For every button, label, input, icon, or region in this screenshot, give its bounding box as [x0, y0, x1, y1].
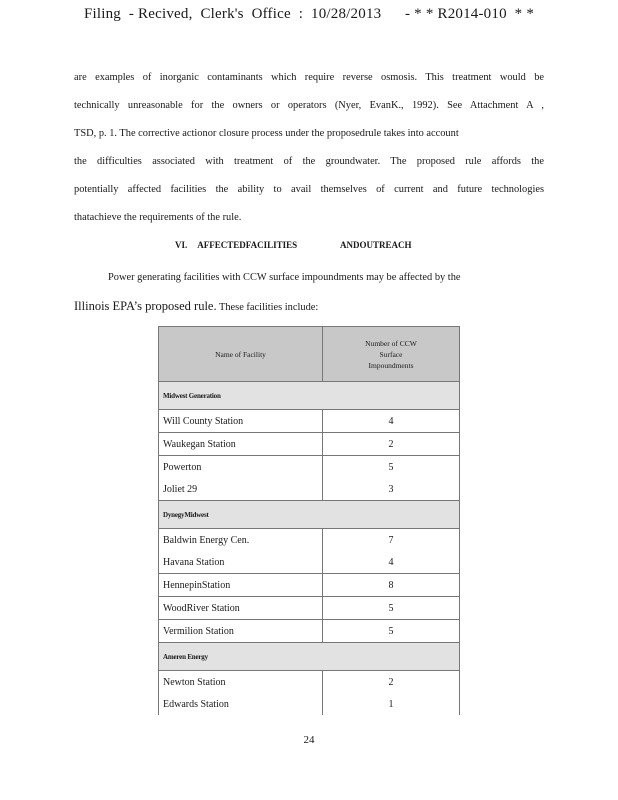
facility-name: Newton Station: [159, 671, 323, 694]
impoundment-count: 1: [323, 693, 460, 715]
impoundment-count: 4: [323, 551, 460, 574]
page-number: 24: [303, 734, 315, 746]
facility-name: Waukegan Station: [159, 433, 323, 456]
column-header-line: Surface: [379, 349, 403, 359]
group-row: [159, 643, 460, 671]
impoundment-count: 5: [323, 597, 460, 620]
facility-name: Edwards Station: [159, 693, 323, 715]
paragraph-line: are examples of inorganic contaminants which require reverse osmosis. This treatment would be: [74, 72, 544, 83]
table-row: [159, 597, 460, 620]
column-header-line: Number of CCW: [365, 338, 417, 348]
paragraph-line: potentially affected facilities the ability to avail themselves of current and future technologies: [74, 184, 544, 195]
section-number: VI.: [175, 240, 188, 250]
table-header-row: [159, 327, 460, 382]
facilities-table: [158, 326, 460, 715]
table-row: [159, 671, 460, 694]
facility-name: Powerton: [159, 456, 323, 479]
column-header-facility: Name of Facility: [159, 327, 323, 382]
facility-name: Baldwin Energy Cen.: [159, 529, 323, 552]
intro-agency-phrase: Illinois EPA’s proposed rule.: [74, 299, 217, 313]
table-row: [159, 529, 460, 552]
impoundment-count: 3: [323, 478, 460, 501]
section-title-part2: ANDOUTREACH: [340, 240, 412, 250]
intro-line-1: Power generating facilities with CCW surface impoundments may be affected by the: [108, 272, 461, 283]
intro-line-2-rest: These facilities include:: [216, 302, 319, 313]
paragraph-line: the difficulties associated with treatment of the groundwater. The proposed rule affords the: [74, 156, 544, 167]
table-row: [159, 693, 460, 715]
impoundment-count: 7: [323, 529, 460, 552]
facility-name: WoodRiver Station: [159, 597, 323, 620]
group-name: Midwest Generation: [159, 382, 460, 410]
impoundment-count: 5: [323, 620, 460, 643]
paragraph-line: TSD, p. 1. The corrective actionor closure process under the proposedrule takes into account: [74, 128, 459, 139]
table-row: [159, 551, 460, 574]
intro-paragraph: [74, 264, 544, 322]
impoundment-count: 5: [323, 456, 460, 479]
table-row: [159, 478, 460, 501]
impoundment-count: 8: [323, 574, 460, 597]
column-header-line: Impoundments: [368, 360, 414, 370]
filing-header: Filing - Recived, Clerk's Office : 10/28/2013 - * * R2014-010 * *: [83, 6, 535, 22]
facility-name: Will County Station: [159, 410, 323, 433]
impoundment-count: 4: [323, 410, 460, 433]
facility-name: Vermilion Station: [159, 620, 323, 643]
facility-name: Havana Station: [159, 551, 323, 574]
table-row: [159, 456, 460, 479]
table-row: [159, 620, 460, 643]
table-row: [159, 433, 460, 456]
column-header-impoundments: [323, 327, 460, 382]
table-row: [159, 410, 460, 433]
paragraph-line: technically unreasonable for the owners or operators (Nyer, EvanK., 1992). See Attachment A ,: [74, 100, 544, 111]
body-paragraph: [74, 64, 544, 232]
impoundment-count: 2: [323, 433, 460, 456]
table-row: [159, 574, 460, 597]
facility-name: HennepinStation: [159, 574, 323, 597]
group-name: Ameren Energy: [159, 643, 460, 671]
group-row: [159, 382, 460, 410]
paragraph-line: thatachieve the requirements of the rule.: [74, 212, 242, 223]
intro-line-2: [74, 292, 544, 322]
facility-name: Joliet 29: [159, 478, 323, 501]
group-row: [159, 501, 460, 529]
section-title-part1: AFFECTEDFACILITIES: [197, 240, 298, 250]
group-name: DynegyMidwest: [159, 501, 460, 529]
section-heading: [175, 240, 412, 250]
impoundment-count: 2: [323, 671, 460, 694]
